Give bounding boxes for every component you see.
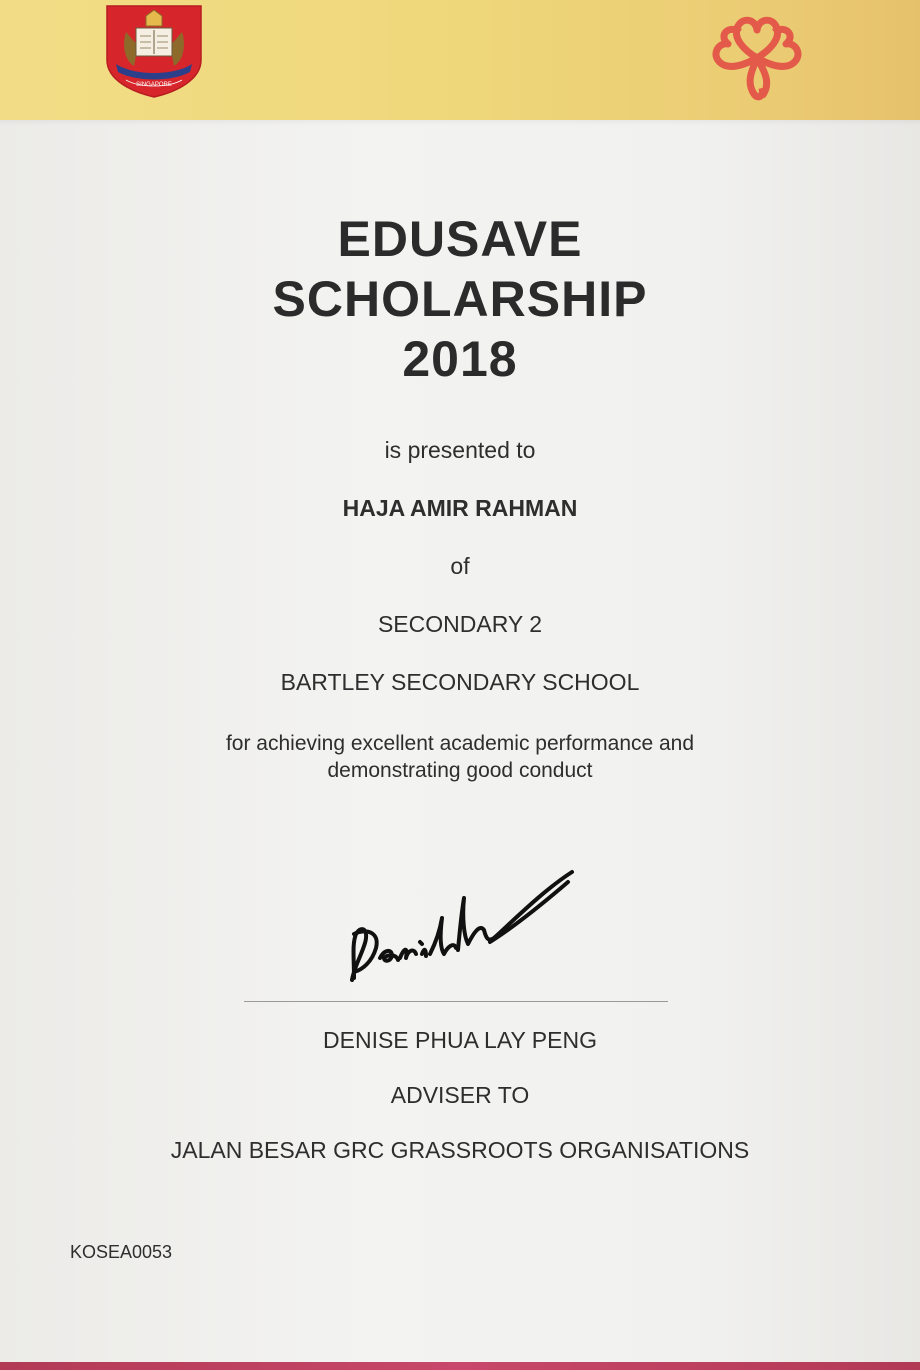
signer-name: DENISE PHUA LAY PENG: [323, 1027, 597, 1053]
certificate-title-year: 2018: [402, 331, 518, 387]
certificate-title-line1: EDUSAVE: [337, 211, 583, 267]
serial-number: KOSEA0053: [70, 1242, 173, 1262]
award-reason: [0, 730, 920, 784]
of-text: of: [450, 553, 470, 579]
signature-line: [244, 1001, 668, 1002]
certificate-title-line2: SCHOLARSHIP: [272, 271, 648, 327]
three-heart-emblem-icon: [702, 12, 812, 104]
signer-organisation: JALAN BESAR GRC GRASSROOTS ORGANISATIONS: [170, 1137, 750, 1163]
signer-role: ADVISER TO: [390, 1082, 530, 1108]
presented-to-text: is presented to: [384, 437, 536, 463]
bottom-edge: [0, 1362, 920, 1370]
recipient-name: HAJA AMIR RAHMAN: [342, 495, 578, 521]
school-crest-icon: [104, 2, 204, 98]
crest-text: SINGAPORE: [136, 82, 172, 88]
signature-image: [340, 858, 580, 988]
award-reason-line2: demonstrating good conduct: [327, 759, 593, 782]
header-band: [0, 0, 920, 120]
school-name: BARTLEY SECONDARY SCHOOL: [280, 669, 640, 695]
award-reason-line1: for achieving excellent academic performance and: [225, 732, 695, 755]
student-level: SECONDARY 2: [377, 611, 543, 637]
